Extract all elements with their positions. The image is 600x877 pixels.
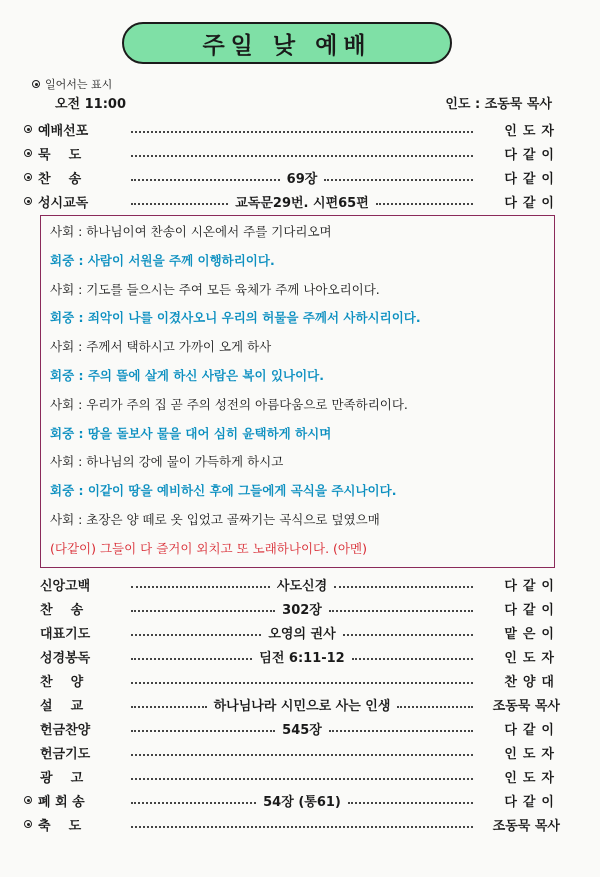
congregation-line: 회중 : 땅을 돌보사 물을 대어 심히 윤택하게 하시며 [50, 425, 332, 441]
worship-item-label-text: 성경봉독 [40, 650, 91, 666]
worship-item-label [24, 168, 128, 187]
dot-leader [131, 586, 270, 588]
responsive-reading-box [40, 215, 555, 568]
worship-item-label-text: 찬 송 [38, 171, 82, 187]
worship-item-label-text: 묵 도 [38, 147, 82, 163]
standing-mark-icon [32, 80, 40, 88]
standing-mark-icon [24, 796, 32, 804]
worship-item [24, 598, 560, 618]
dot-leader [348, 802, 473, 804]
worship-item-label [24, 623, 128, 642]
worship-item-label [24, 791, 128, 810]
dot-leader [334, 586, 473, 588]
leader-line: 사회 : 주께서 택하시고 가까이 오게 하사 [50, 339, 272, 355]
worship-item-role: 다같이 [504, 147, 560, 163]
worship-item-role: 인도자 [504, 770, 560, 786]
worship-item [24, 119, 560, 139]
worship-item [24, 718, 560, 738]
worship-item [24, 694, 560, 714]
worship-item-role: 다같이 [504, 578, 560, 594]
standing-mark-icon [24, 820, 32, 828]
worship-item-label [24, 647, 128, 666]
worship-item-role: 인도자 [504, 746, 560, 762]
worship-item-detail: 54장 (통61) [263, 794, 341, 810]
worship-item-label [24, 599, 128, 618]
worship-item [24, 646, 560, 666]
dot-leader [131, 179, 280, 181]
worship-item-label [24, 671, 128, 690]
worship-item [24, 670, 560, 690]
worship-item-label [24, 695, 128, 714]
worship-item-role: 다같이 [504, 602, 560, 618]
worship-item-label-text: 찬 송 [40, 602, 84, 618]
service-leader: 인도 : 조동묵 목사 [445, 97, 552, 112]
worship-item-label [24, 719, 128, 738]
worship-item-label-text: 대표기도 [40, 626, 91, 642]
standing-note-text: 일어서는 표시 [45, 78, 113, 91]
worship-item-label-text: 폐 회 송 [38, 794, 85, 810]
worship-item-detail: 오영의 권사 [268, 626, 336, 642]
worship-item-role: 조동묵 목사 [492, 818, 560, 834]
worship-item-detail: 하나님나라 시민으로 사는 인생 [213, 698, 391, 714]
worship-item [24, 622, 560, 642]
worship-item-role: 다같이 [504, 794, 560, 810]
dot-leader [343, 634, 473, 636]
worship-item-label [24, 144, 128, 163]
worship-item-role: 다같이 [504, 195, 560, 211]
worship-item-detail: 545장 [282, 722, 322, 738]
dot-leader [131, 131, 473, 133]
worship-item-label-text: 찬 양 [40, 674, 84, 690]
worship-item-detail: 딤전 6:11-12 [259, 650, 345, 666]
standing-mark-icon [24, 149, 32, 157]
worship-item-label [24, 815, 128, 834]
worship-item-role: 조동묵 목사 [492, 698, 560, 714]
worship-item-label-text: 성시교독 [38, 195, 89, 211]
worship-item-label-text: 헌금기도 [40, 746, 91, 762]
worship-item-label [24, 120, 128, 139]
standing-mark-icon [24, 125, 32, 133]
worship-item [24, 742, 560, 762]
dot-leader [131, 658, 252, 660]
dot-leader [131, 706, 207, 708]
leader-line: 사회 : 기도를 들으시는 주여 모든 육체가 주께 나아오리이다. [50, 281, 380, 297]
service-title: 주일 낮 예배 [122, 22, 452, 64]
worship-item [24, 167, 560, 187]
worship-item-label [24, 743, 128, 762]
leader-line: 사회 : 초장은 양 떼로 옷 입었고 골짜기는 곡식으로 덮였으매 [50, 512, 380, 527]
congregation-line: 회중 : 죄악이 나를 이겼사오니 우리의 허물을 주께서 사하시리이다. [50, 310, 421, 326]
leader-line: 사회 : 하나님의 강에 물이 가득하게 하시고 [50, 454, 284, 470]
worship-item [24, 143, 560, 163]
congregation-line: 회중 : 사람이 서원을 주께 이행하리이다. [50, 252, 275, 268]
worship-item [24, 766, 560, 786]
worship-item [24, 790, 560, 810]
worship-item [24, 574, 560, 594]
dot-leader [131, 634, 261, 636]
standing-note [32, 76, 112, 92]
dot-leader [131, 802, 256, 804]
standing-mark-icon [24, 173, 32, 181]
worship-item-detail: 교독문29번. 시편65편 [235, 195, 369, 211]
worship-item-role: 맡은이 [504, 626, 560, 642]
dot-leader [131, 778, 473, 780]
standing-mark-icon [24, 197, 32, 205]
dot-leader [131, 730, 275, 732]
dot-leader [131, 754, 473, 756]
leader-line: 사회 : 우리가 주의 집 곧 주의 성전의 아름다움으로 만족하리이다. [50, 396, 408, 412]
worship-item-detail: 69장 [286, 171, 318, 187]
worship-item [24, 814, 560, 834]
worship-item-label-text: 설 교 [40, 698, 84, 714]
worship-item-label [24, 767, 128, 786]
worship-item-role: 인도자 [504, 123, 560, 139]
dot-leader [329, 610, 473, 612]
dot-leader [376, 203, 473, 205]
leader-line: 사회 : 하나님이여 찬송이 시온에서 주를 기다리오며 [50, 224, 332, 239]
worship-item-role: 다같이 [504, 171, 560, 187]
worship-item-label-text: 헌금찬양 [40, 722, 91, 738]
worship-item-detail: 사도신경 [276, 578, 328, 594]
unison-line: (다같이) 그들이 다 즐거이 외치고 또 노래하나이다. (아멘) [50, 540, 367, 556]
worship-item-label [24, 575, 128, 594]
dot-leader [352, 658, 473, 660]
worship-item-label-text: 신앙고백 [40, 578, 91, 594]
dot-leader [131, 610, 275, 612]
congregation-line: 회중 : 주의 뜰에 살게 하신 사람은 복이 있나이다. [50, 368, 324, 383]
congregation-line: 회중 : 이같이 땅을 예비하신 후에 그들에게 곡식을 주시나이다. [50, 483, 397, 499]
worship-item-role: 찬양대 [504, 674, 560, 690]
worship-item-detail: 302장 [282, 602, 322, 618]
dot-leader [329, 730, 473, 732]
dot-leader [324, 179, 473, 181]
dot-leader [131, 682, 473, 684]
dot-leader [131, 203, 228, 205]
service-time: 오전 11:00 [55, 97, 127, 112]
dot-leader [131, 155, 473, 157]
dot-leader [131, 826, 473, 828]
worship-item-role: 인도자 [504, 650, 560, 666]
dot-leader [397, 706, 473, 708]
worship-item-label-text: 광 고 [40, 770, 84, 786]
worship-item-label [24, 192, 128, 211]
worship-item-label-text: 축 도 [38, 818, 82, 834]
worship-item-role: 다같이 [504, 722, 560, 738]
worship-item [24, 191, 560, 211]
worship-item-label-text: 예배선포 [38, 123, 89, 139]
